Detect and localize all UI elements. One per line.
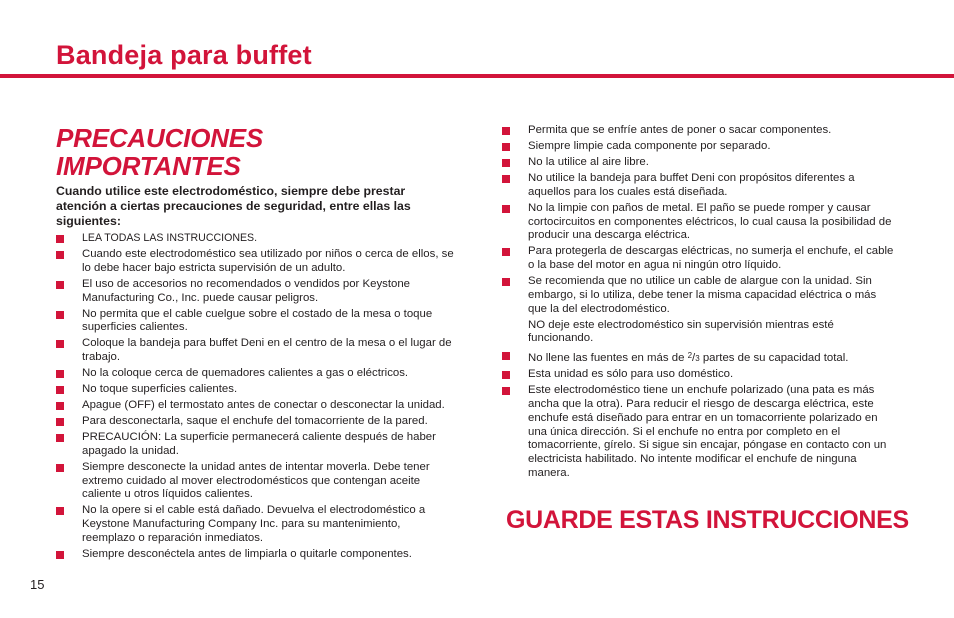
- bullet-square-icon: [56, 386, 64, 394]
- list-item: LEA TODAS LAS INSTRUCCIONES.: [56, 232, 454, 246]
- fraction-numerator: 2: [687, 351, 693, 361]
- list-item: No utilice la bandeja para buffet Deni con propósitos diferentes a aquellos para los cuales está diseñada.: [502, 172, 896, 200]
- list-item: Cuando este electrodoméstico sea utilizado por niños o cerca de ellos, se lo debe hacer bajo estricta supervisión de un adulto.: [56, 248, 454, 276]
- list-item: No toque superficies calientes.: [56, 383, 454, 397]
- header-divider: [0, 74, 954, 78]
- bullet-square-icon: [56, 507, 64, 515]
- list-item: Apague (OFF) el termostato antes de conectar o desconectar la unidad.: [56, 399, 454, 413]
- left-column: [56, 124, 454, 564]
- page-title: Bandeja para buffet: [56, 40, 312, 70]
- bullet-square-icon: [502, 205, 510, 213]
- list-item: PRECAUCIÓN: La superficie permanecerá caliente después de haber apagado la unidad.: [56, 431, 454, 459]
- precautions-heading: PRECAUCIONES IMPORTANTES: [56, 123, 264, 181]
- list-item: Coloque la bandeja para buffet Deni en el centro de la mesa o el lugar de trabajo.: [56, 337, 454, 365]
- bullet-square-icon: [56, 235, 64, 243]
- bullet-square-icon: [56, 418, 64, 426]
- bullet-square-icon: [56, 251, 64, 259]
- list-item: No la utilice al aire libre.: [502, 156, 896, 170]
- list-item: No la coloque cerca de quemadores calientes a gas o eléctricos.: [56, 367, 454, 381]
- list-item: Siempre desconéctela antes de limpiarla o quitarle componentes.: [56, 548, 454, 562]
- precautions-list-right-2: [502, 349, 896, 481]
- list-item: El uso de accesorios no recomendados o vendidos por Keystone Manufacturing Co., Inc. puede causar peligros.: [56, 278, 454, 306]
- bullet-square-icon: [502, 248, 510, 256]
- bullet-square-icon: [502, 127, 510, 135]
- bullet-square-icon: [502, 143, 510, 151]
- save-instructions-heading: GUARDE ESTAS INSTRUCCIONES: [506, 506, 909, 534]
- bullet-square-icon: [502, 175, 510, 183]
- list-item: No la opere si el cable está dañado. Devuelva el electrodoméstico a Keystone Manufacturing Company Inc. para su mantenimiento, reemplazo o reparación inmediatos.: [56, 504, 454, 545]
- bullet-square-icon: [502, 352, 510, 360]
- list-item: Esta unidad es sólo para uso doméstico.: [502, 368, 896, 382]
- list-item: Para desconectarla, saque el enchufe del tomacorriente de la pared.: [56, 415, 454, 429]
- bullet-square-icon: [56, 311, 64, 319]
- bullet-square-icon: [56, 370, 64, 378]
- bullet-square-icon: [56, 340, 64, 348]
- bullet-square-icon: [56, 551, 64, 559]
- bullet-square-icon: [56, 402, 64, 410]
- list-item: Permita que se enfríe antes de poner o sacar componentes.: [502, 124, 896, 138]
- page-number: 15: [30, 577, 45, 592]
- right-column: [502, 124, 896, 483]
- list-item: Para protegerla de descargas eléctricas, no sumerja el enchufe, el cable o la base del motor en agua ni ningún otro líquido.: [502, 245, 896, 273]
- list-item: Siempre limpie cada componente por separado.: [502, 140, 896, 154]
- precautions-list-right: [502, 124, 896, 316]
- bullet-square-icon: [56, 434, 64, 442]
- list-item: No la limpie con paños de metal. El paño se puede romper y causar cortocircuitos en componentes eléctricos, lo cual causa la posibilidad de producir una descarga eléctrica.: [502, 202, 896, 243]
- list-item: No llene las fuentes en más de $^2$/3 partes de su capacidad total.: [502, 349, 896, 366]
- fraction-denominator: 3: [695, 354, 700, 364]
- precautions-intro: Cuando utilice este electrodoméstico, siempre debe prestar atención a ciertas precauciones de seguridad, entre ellas las siguientes:: [56, 184, 411, 228]
- bullet-square-icon: [56, 464, 64, 472]
- supervision-note: NO deje este electrodoméstico sin supervisión mientras esté funcionando.: [528, 318, 834, 345]
- bullet-square-icon: [502, 159, 510, 167]
- bullet-square-icon: [502, 387, 510, 395]
- precautions-list-left: [56, 232, 454, 562]
- list-item: No permita que el cable cuelgue sobre el costado de la mesa o toque superficies calientes.: [56, 308, 454, 336]
- fraction-slash: /: [692, 352, 696, 365]
- list-item: Este electrodoméstico tiene un enchufe polarizado (una pata es más ancha que la otra). Para reducir el riesgo de descarga eléctrica, este enchufe está diseñado para entrar en un tomacorriente polarizado en una única dirección. Si el enchufe no entra por completo en el tomacorriente, gírelo. Si sigue sin encajar, póngase en contacto con un electricista habilitado. No intente modificar el enchufe de ninguna manera.: [502, 384, 896, 481]
- list-item: Se recomienda que no utilice un cable de alargue con la unidad. Sin embargo, si lo utiliza, debe tener la misma capacidad eléctrica o más que la del electrodoméstico.: [502, 275, 896, 316]
- bullet-square-icon: [502, 278, 510, 286]
- bullet-square-icon: [502, 371, 510, 379]
- bullet-square-icon: [56, 281, 64, 289]
- list-item: Siempre desconecte la unidad antes de intentar moverla. Debe tener extremo cuidado al mover electrodomésticos que contengan aceite caliente u otros líquidos calientes.: [56, 461, 454, 502]
